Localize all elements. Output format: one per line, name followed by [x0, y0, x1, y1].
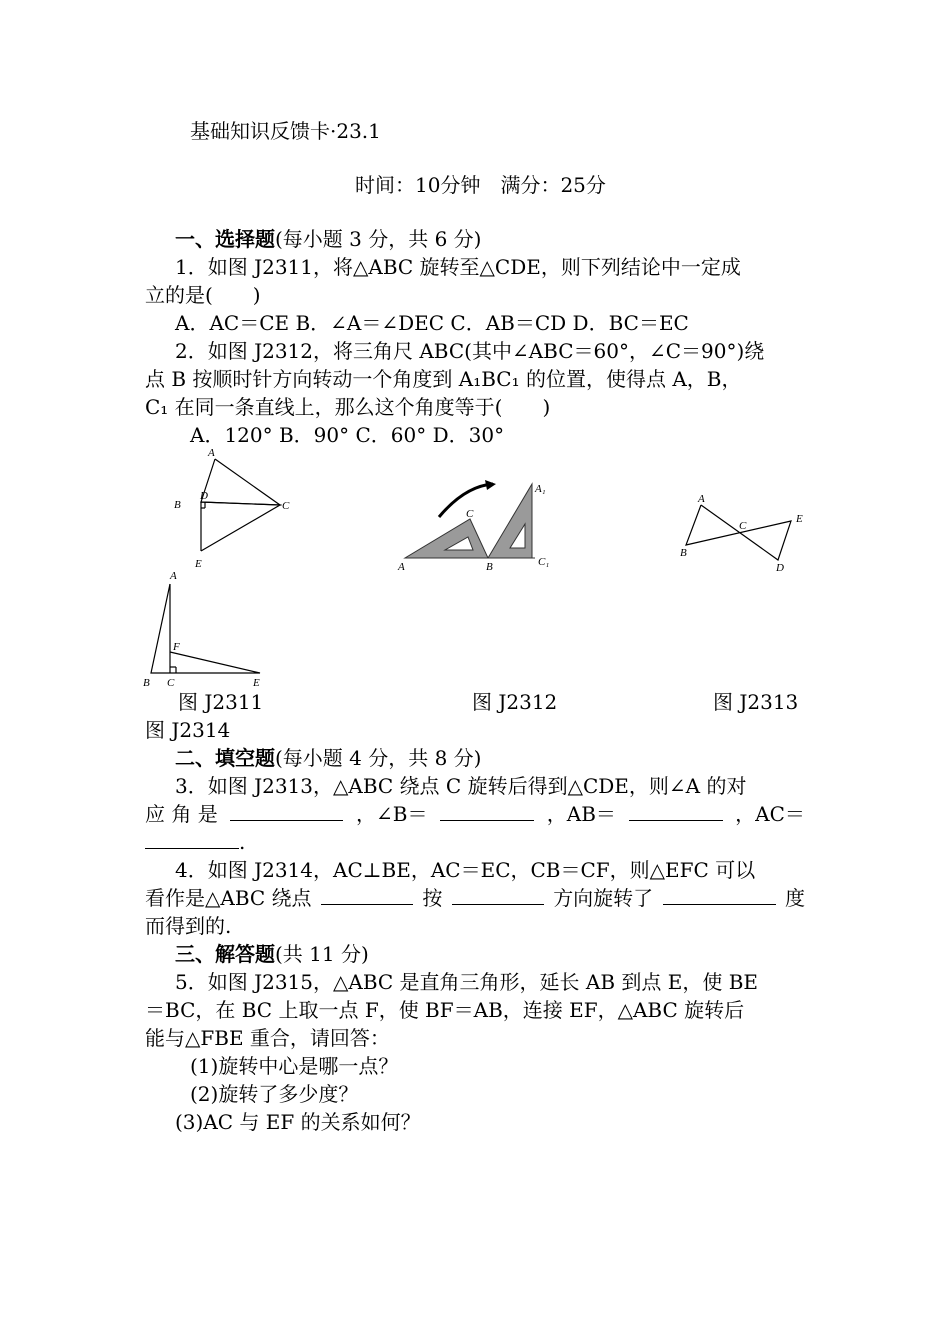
q1-line1: 1．如图 J2311，将△ABC 旋转至△CDE，则下列结论中一定成	[175, 255, 741, 279]
fig3-label-d: D	[776, 562, 784, 574]
fig3-label-a: A	[698, 493, 705, 505]
fig1-label-a: A	[208, 447, 215, 459]
q4-seg4: 度	[785, 886, 805, 910]
section1-title	[175, 225, 481, 253]
q3-line1: 3．如图 J2313，△ABC 绕点 C 旋转后得到△CDE，则∠A 的对	[175, 774, 747, 798]
q3-seg3: ，AB＝	[546, 802, 616, 826]
fig4-label-a: A	[170, 570, 177, 582]
fig3-label-e: E	[796, 513, 803, 525]
caption-j2312: 图 J2312	[472, 690, 558, 714]
q3-line2	[145, 800, 805, 828]
fig1-label-e: E	[195, 558, 202, 570]
fig2-label-c: C	[466, 508, 474, 520]
fig4-label-c: C	[167, 677, 175, 689]
fig4-label-b: B	[143, 677, 150, 689]
section3-note: (共 11 分)	[275, 942, 369, 966]
q1-line2: 立的是( )	[145, 283, 261, 307]
fig3-label-c: C	[739, 520, 747, 532]
q5-sub2: (2)旋转了多少度？	[190, 1082, 359, 1106]
section3-title	[175, 940, 369, 968]
q2-line2: 点 B 按顺时针方向转动一个角度到 A₁BC₁ 的位置，使得点 A，B，	[145, 367, 742, 391]
q3-seg4: ，AC＝	[735, 802, 805, 826]
figure-j2311	[168, 444, 298, 574]
q4-seg3: 方向旋转了	[553, 886, 654, 910]
q3-line3	[145, 828, 245, 856]
caption-j2313: 图 J2313	[713, 690, 799, 714]
q4-line3: 而得到的.	[145, 914, 232, 938]
fig2-label-b: B	[486, 561, 493, 573]
fig4-label-e: E	[253, 677, 260, 689]
section2-note: (每小题 4 分，共 8 分)	[275, 746, 482, 770]
figure-j2313	[675, 490, 815, 575]
q5-sub3: (3)AC 与 EF 的关系如何？	[175, 1110, 421, 1134]
q3-blank2[interactable]	[440, 800, 534, 821]
q2-options: A．120° B．90° C．60° D．30°	[190, 423, 505, 447]
q4-seg1: 看作是△ABC 绕点	[145, 886, 312, 910]
time-info: 时间：10分钟 满分：25分	[355, 173, 606, 197]
figure-j2312	[395, 470, 565, 580]
q5-line3: 能与△FBE 重合，请回答：	[145, 1026, 390, 1050]
q4-blank3[interactable]	[663, 884, 776, 905]
caption-j2311: 图 J2311	[178, 690, 264, 714]
q4-seg2: 按	[422, 886, 443, 910]
fig2-label-a: A	[398, 561, 405, 573]
q2-line1: 2．如图 J2312，将三角尺 ABC(其中∠ABC＝60°，∠C＝90°)绕	[175, 339, 765, 363]
figure-j2314	[140, 566, 270, 691]
q5-line1: 5．如图 J2315，△ABC 是直角三角形，延长 AB 到点 E，使 BE	[175, 970, 759, 994]
q4-line1: 4．如图 J2314，AC⊥BE，AC＝EC，CB＝CF，则△EFC 可以	[175, 858, 756, 882]
q5-sub1: (1)旋转中心是哪一点？	[190, 1054, 399, 1078]
section3-heading: 三、解答题	[175, 942, 275, 966]
fig2-label-c1: C₁	[538, 556, 550, 568]
fig1-label-c: C	[282, 500, 290, 512]
section1-note: (每小题 3 分，共 6 分)	[275, 227, 482, 251]
caption-j2314: 图 J2314	[145, 718, 231, 742]
q3-blank1[interactable]	[230, 800, 343, 821]
fig1-label-b: B	[174, 499, 181, 511]
q3-blank4[interactable]	[145, 828, 239, 849]
fig3-label-b: B	[680, 547, 687, 559]
q4-line2	[145, 884, 805, 912]
q4-blank2[interactable]	[452, 884, 544, 905]
q3-end: .	[239, 830, 246, 854]
q3-seg2: ，∠B＝	[356, 802, 428, 826]
section2-heading: 二、填空题	[175, 746, 275, 770]
q3-seg1: 应 角 是	[145, 802, 218, 826]
fig2-label-a1: A₁	[535, 483, 546, 495]
q3-blank3[interactable]	[629, 800, 723, 821]
q4-blank1[interactable]	[321, 884, 413, 905]
fig4-label-f: F	[173, 641, 180, 653]
section2-title	[175, 744, 481, 772]
q5-line2: ＝BC，在 BC 上取一点 F，使 BF＝AB，连接 EF，△ABC 旋转后	[145, 998, 745, 1022]
fig1-label-d: D	[200, 490, 208, 502]
section1-heading: 一、选择题	[175, 227, 275, 251]
q1-options: A．AC＝CE B．∠A＝∠DEC C．AB＝CD D．BC＝EC	[175, 311, 689, 335]
q2-line3: C₁ 在同一条直线上，那么这个角度等于( )	[145, 395, 551, 419]
page-title: 基础知识反馈卡·23.1	[190, 119, 381, 143]
